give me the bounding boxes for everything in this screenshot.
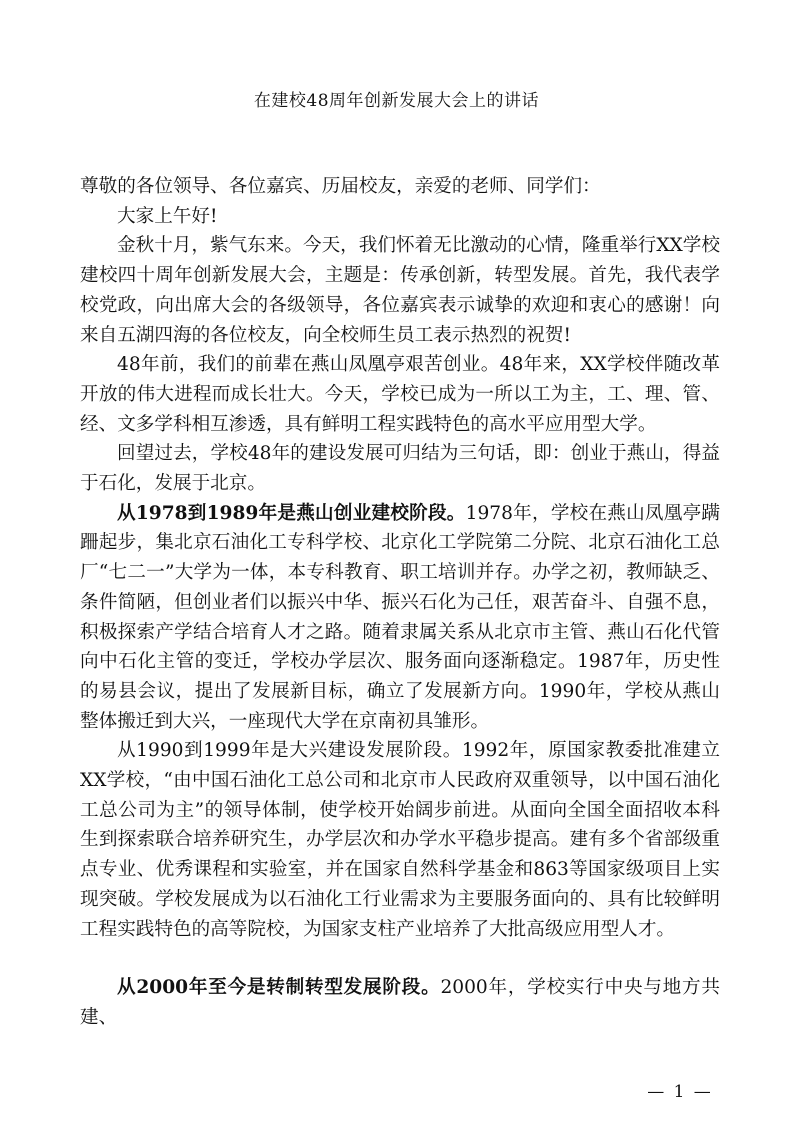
stage-transformation-text: 2000年，学校实行中央与地方共建、 xyxy=(80,977,720,1028)
paragraph-summary: 回望过去，学校48年的建设发展可归结为三句话，即：创业于燕山，得益于石化，发展于北京。 xyxy=(80,443,720,495)
paragraph-stage-transformation xyxy=(80,973,720,1032)
greeting: 大家上午好! xyxy=(117,205,218,227)
paragraph-stage-daxing: 从1990到1999年是大兴建设发展阶段。1992年，原国家教委批准建立XX学校，“由中国石油化工总公司和北京市人民政府双重领导，以中国石油化工总公司为主”的领导体制，使学校开始阔步前进。从面向全国全面招收本科生到探索联合培养研究生，办学层次和办学水平稳步提高。建有多个省部级重点专业、优秀课程和实验室，并在国家自然科学基金和863等国家级项目上实现突破。学校发展成为以石油化工行业需求为主要服务面向的、具有比较鲜明工程实践特色的高等院校，为国家支柱产业培养了大批高级应用型人才。 xyxy=(80,740,720,940)
stage-yanshan-heading: 从1978到1989年是燕山创业建校阶段。 xyxy=(117,502,466,524)
salutation: 尊敬的各位领导、各位嘉宾、历届校友，亲爱的老师、同学们： xyxy=(80,176,601,197)
stage-transformation-heading: 从2000年至今是转制转型发展阶段。 xyxy=(117,977,441,999)
paragraph-stage-yanshan xyxy=(80,499,720,737)
stage-yanshan-text: 1978年，学校在燕山凤凰亭蹒跚起步，集北京石油化工专科学校、北京化工学院第二分院、北京石油化工总厂“七二一”大学为一体，本专科教育、职工培训并存。办学之初，教师缺乏、条件简陋，但创业者们以振兴中华、振兴石化为己任，艰苦奋斗、自强不息，积极探索产学结合培育人才之路。随着隶属关系从北京市主管、燕山石化代管向中石化主管的变迁，学校办学层次、服务面向逐渐稳定。1987年，历史性的易县会议，提出了发展新目标，确立了发展新方向。1990年，学校从燕山整体搬迁到大兴，一座现代大学在京南初具雏形。 xyxy=(80,502,720,732)
document-body xyxy=(80,172,720,1033)
page-number: — 1 — xyxy=(647,1082,713,1102)
paragraph-opening: 金秋十月，紫气东来。今天，我们怀着无比激动的心情，隆重举行XX学校建校四十周年创新发展大会，主题是：传承创新，转型发展。首先，我代表学校党政，向出席大会的各级领导，各位嘉宾表示诚挚的欢迎和衷心的感谢！向来自五湖四海的各位校友，向全校师生员工表示热烈的祝贺! xyxy=(80,235,720,346)
paragraph-history: 48年前，我们的前辈在燕山凤凰亭艰苦创业。48年来，XX学校伴随改革开放的伟大进程而成长壮大。今天，学校已成为一所以工为主，工、理、管、经、文多学科相互渗透，具有鲜明工程实践特色的高水平应用型大学。 xyxy=(80,354,720,435)
document-title: 在建校48周年创新发展大会上的讲话 xyxy=(253,91,540,111)
